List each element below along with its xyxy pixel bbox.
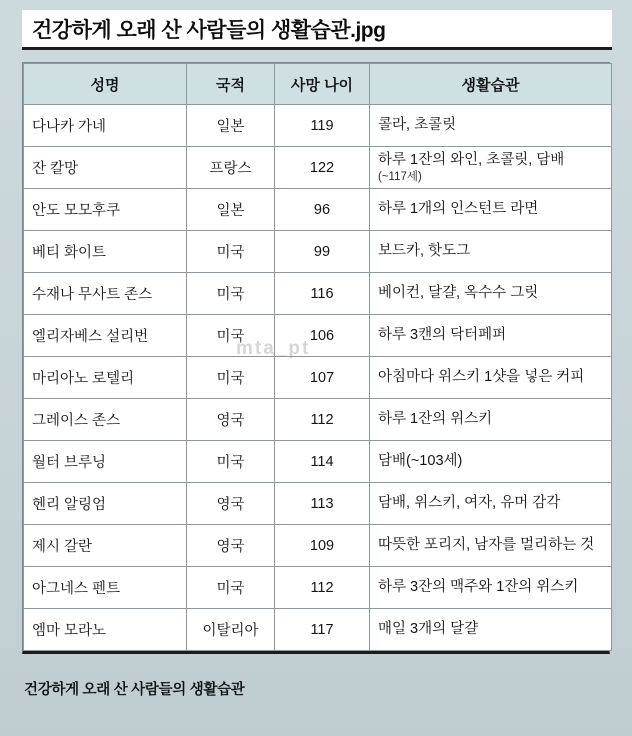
cell-name: 잔 칼망 [24, 147, 187, 189]
cell-nationality: 미국 [187, 273, 275, 315]
table-header [24, 64, 612, 105]
cell-habit [370, 189, 612, 231]
cell-habit [370, 567, 612, 609]
habit-main: 하루 3잔의 맥주와 1잔의 위스키 [378, 579, 579, 596]
cell-age: 109 [275, 525, 370, 567]
cell-habit [370, 231, 612, 273]
habit-main: 따뜻한 포리지, 남자를 멀리하는 것 [378, 537, 595, 554]
cell-name: 베티 화이트 [24, 231, 187, 273]
column-header-age: 사망 나이 [275, 64, 370, 105]
cell-nationality: 일본 [187, 105, 275, 147]
cell-habit [370, 357, 612, 399]
table-body [24, 105, 612, 651]
habit-main: 보드카, 핫도그 [378, 243, 471, 260]
cell-nationality: 영국 [187, 525, 275, 567]
cell-habit [370, 315, 612, 357]
lifestyle-table [23, 63, 612, 651]
column-header-nationality: 국적 [187, 64, 275, 105]
table-row [24, 609, 612, 651]
habit-main: 베이컨, 달걀, 옥수수 그릿 [378, 285, 539, 302]
table-row [24, 483, 612, 525]
habit-main: 하루 3캔의 닥터페퍼 [378, 327, 507, 344]
table-row [24, 189, 612, 231]
habit-main: 하루 1잔의 위스키 [378, 411, 493, 428]
habit-main: 매일 3개의 달걀 [378, 621, 479, 638]
cell-name: 제시 갈란 [24, 525, 187, 567]
cell-nationality: 미국 [187, 441, 275, 483]
cell-habit [370, 483, 612, 525]
cell-nationality: 이탈리아 [187, 609, 275, 651]
cell-name: 안도 모모후쿠 [24, 189, 187, 231]
cell-nationality: 일본 [187, 189, 275, 231]
habit-main: 콜라, 초콜릿 [378, 117, 457, 134]
cell-habit [370, 525, 612, 567]
cell-habit [370, 399, 612, 441]
cell-age: 112 [275, 399, 370, 441]
cell-nationality: 영국 [187, 483, 275, 525]
cell-nationality: 미국 [187, 231, 275, 273]
cell-nationality: 영국 [187, 399, 275, 441]
cell-age: 114 [275, 441, 370, 483]
document-caption: 건강하게 오래 산 사람들의 생활습관 [24, 682, 245, 698]
table-row [24, 441, 612, 483]
cell-name: 월터 브루닝 [24, 441, 187, 483]
table-row [24, 567, 612, 609]
cell-habit [370, 609, 612, 651]
cell-age: 112 [275, 567, 370, 609]
page-title: 건강하게 오래 산 사람들의 생활습관.jpg [32, 18, 386, 42]
cell-name: 다나카 가네 [24, 105, 187, 147]
cell-age: 117 [275, 609, 370, 651]
cell-name: 마리아노 로텔리 [24, 357, 187, 399]
watermark: mta_pt [236, 338, 311, 359]
table-row [24, 231, 612, 273]
cell-name: 엠마 모라노 [24, 609, 187, 651]
lifestyle-table-container [22, 62, 610, 654]
cell-age: 107 [275, 357, 370, 399]
cell-age: 96 [275, 189, 370, 231]
table-row [24, 273, 612, 315]
cell-name: 아그네스 펜트 [24, 567, 187, 609]
cell-name: 수재나 무사트 존스 [24, 273, 187, 315]
cell-habit [370, 147, 612, 189]
cell-age: 122 [275, 147, 370, 189]
column-header-name: 성명 [24, 64, 187, 105]
cell-habit [370, 273, 612, 315]
cell-habit [370, 105, 612, 147]
cell-age: 113 [275, 483, 370, 525]
cell-age: 119 [275, 105, 370, 147]
table-row [24, 105, 612, 147]
table-row [24, 357, 612, 399]
habit-note: (~117세) [378, 170, 422, 183]
cell-habit [370, 441, 612, 483]
habit-main: 하루 1잔의 와인, 초콜릿, 담배 [378, 151, 565, 168]
table-row [24, 399, 612, 441]
cell-name: 그레이스 존스 [24, 399, 187, 441]
table-header-row [24, 64, 612, 105]
table-row [24, 147, 612, 189]
cell-nationality: 미국 [187, 567, 275, 609]
habit-main: 담배, 위스키, 여자, 유머 감각 [378, 495, 561, 512]
habit-main: 담배(~103세) [378, 453, 463, 470]
cell-age: 116 [275, 273, 370, 315]
table-row [24, 525, 612, 567]
table-row [24, 315, 612, 357]
document-title-bar [22, 10, 612, 50]
cell-nationality: 미국 [187, 357, 275, 399]
habit-main: 아침마다 위스키 1샷을 넣은 커피 [378, 369, 585, 386]
column-header-habit: 생활습관 [370, 64, 612, 105]
cell-nationality: 프랑스 [187, 147, 275, 189]
cell-name: 헨리 알링엄 [24, 483, 187, 525]
cell-age: 106 [275, 315, 370, 357]
cell-name: 엘리자베스 설리번 [24, 315, 187, 357]
cell-age: 99 [275, 231, 370, 273]
cell-nationality: 미국 [187, 315, 275, 357]
habit-main: 하루 1개의 인스턴트 라면 [378, 201, 539, 218]
